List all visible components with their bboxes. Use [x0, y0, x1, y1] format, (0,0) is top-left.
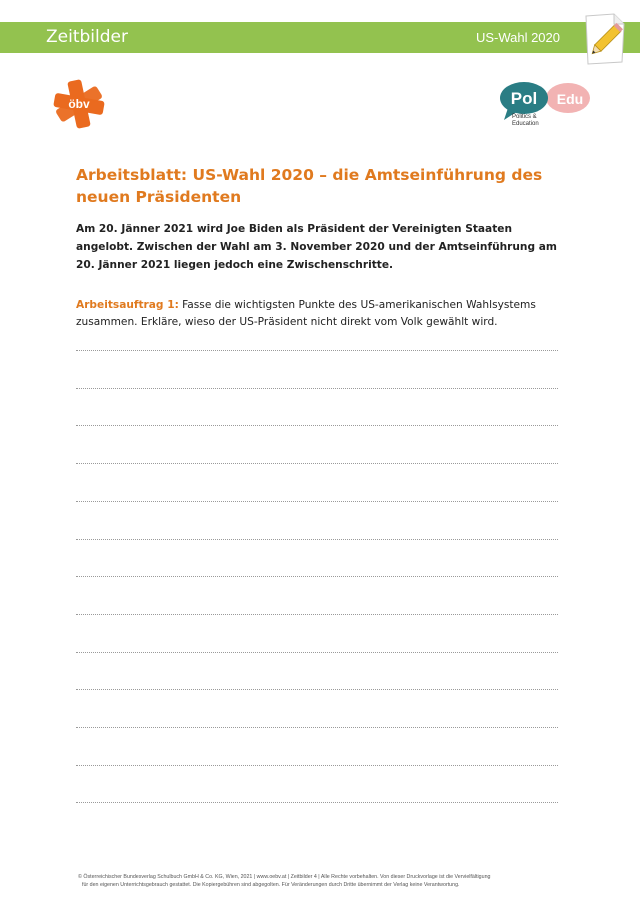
footer-line-1: © Österreichischer Bundesverlag Schulbuch GmbH & Co. KG, Wien, 2021 | www.oebv.at | Zeitbilder 4 | Alle Rechte vorbehalten. Von dieser Druckvorlage ist die Vervielfältigung — [78, 874, 491, 880]
worksheet-pencil-icon — [580, 10, 630, 68]
poledu-logo-side: Edu — [556, 91, 584, 107]
task-text: Fasse die wichtigsten Punkte des US-amerikanischen Wahlsystems zusammen. Erkläre, wieso der US-Präsident nicht direkt vom Volk gewählt wird. — [76, 299, 536, 328]
worksheet-title: Arbeitsblatt: US-Wahl 2020 – die Amtseinführung des neuen Präsidenten — [76, 166, 543, 206]
task-label: Arbeitsauftrag 1: — [76, 299, 179, 311]
answer-line[interactable] — [76, 802, 558, 803]
poledu-logo — [498, 80, 594, 126]
poledu-logo-sub1: Politics & — [512, 114, 537, 120]
answer-line[interactable] — [76, 501, 558, 502]
header-subject: US-Wahl 2020 — [475, 30, 560, 45]
answer-line[interactable] — [76, 576, 558, 577]
answer-line[interactable] — [76, 727, 558, 728]
answer-line[interactable] — [76, 388, 558, 389]
answer-line[interactable] — [76, 463, 558, 464]
poledu-logo-sub2: Education — [512, 121, 539, 126]
task-paragraph — [76, 297, 566, 331]
oebv-logo-text: öbv — [68, 97, 90, 111]
poledu-logo-main: Pol — [510, 89, 538, 108]
oebv-logo — [50, 78, 108, 130]
answer-line[interactable] — [76, 425, 558, 426]
answer-line[interactable] — [76, 689, 558, 690]
answer-line[interactable] — [76, 539, 558, 540]
footer — [78, 873, 568, 889]
answer-line[interactable] — [76, 350, 558, 351]
intro-paragraph: Am 20. Jänner 2021 wird Joe Biden als Präsident der Vereinigten Staaten angelobt. Zwischen der Wahl am 3. November 2020 und der Amtseinführung am 20. Jänner 2021 liegen jedoch eine Zwischenschritte. — [76, 223, 557, 271]
answer-line[interactable] — [76, 765, 558, 766]
footer-line-2: für den eigenen Unterrichtsgebrauch gestattet. Die Kopiergebühren sind abgegolten. Für Veränderungen durch Dritte übernimmt der Verlag keine Verantwortung. — [82, 882, 460, 888]
answer-line[interactable] — [76, 614, 558, 615]
header-brand: Zeitbilder — [46, 27, 128, 47]
header-bar — [0, 22, 640, 53]
answer-line[interactable] — [76, 652, 558, 653]
